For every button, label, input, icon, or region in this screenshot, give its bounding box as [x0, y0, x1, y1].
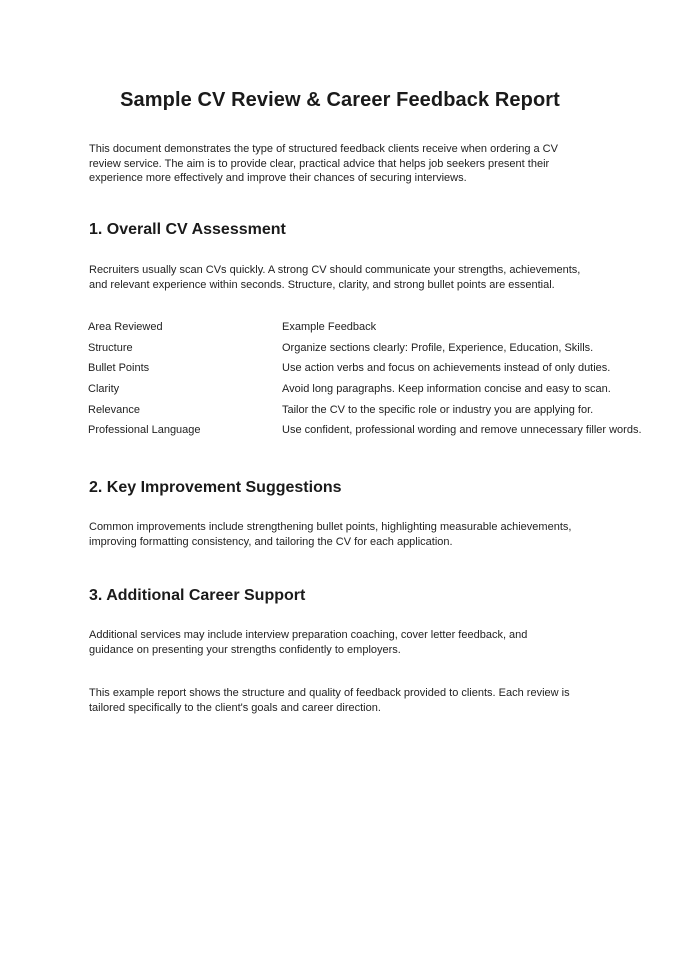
table-cell-feedback: Use confident, professional wording and remove unnecessary filler words.	[282, 424, 642, 437]
table-cell-area: Relevance	[88, 403, 140, 416]
table-cell-feedback: Organize sections clearly: Profile, Experience, Education, Skills.	[282, 341, 594, 354]
column-header-area: Area Reviewed	[88, 321, 163, 333]
section-heading-assessment: 1. Overall CV Assessment	[89, 221, 286, 238]
table-cell-feedback: Tailor the CV to the specific role or industry you are applying for.	[282, 403, 594, 416]
table-cell-area: Clarity	[88, 383, 120, 396]
table-cell-feedback: Use action verbs and focus on achievements instead of only duties.	[282, 362, 611, 375]
table-cell-feedback: Avoid long paragraphs. Keep information concise and easy to scan.	[282, 383, 611, 396]
section-heading-improvements: 2. Key Improvement Suggestions	[89, 479, 342, 496]
closing-paragraph: This example report shows the structure and quality of feedback provided to clients. Each review is tailored specifically to the client's goals and career direction.	[89, 687, 570, 714]
support-paragraph: Additional services may include interview preparation coaching, cover letter feedback, and guidance on presenting your strengths confidently to employers.	[89, 629, 528, 656]
assessment-paragraph: Recruiters usually scan CVs quickly. A strong CV should communicate your strengths, achievements, and relevant experience within seconds. Structure, clarity, and strong bullet points are essential.	[89, 264, 581, 291]
table-cell-area: Structure	[88, 341, 133, 354]
intro-paragraph: This document demonstrates the type of structured feedback clients receive when ordering a CV review service. The aim is to provide clear, practical advice that helps job seekers present their experience more effectively and improve their chances of securing interviews.	[89, 143, 558, 185]
table-cell-area: Professional Language	[88, 424, 201, 437]
section-heading-support: 3. Additional Career Support	[89, 587, 306, 604]
page-title: Sample CV Review & Career Feedback Report	[120, 89, 560, 111]
improvements-paragraph: Common improvements include strengthening bullet points, highlighting measurable achievements, improving formatting consistency, and tailoring the CV for each application.	[89, 521, 572, 548]
table-cell-area: Bullet Points	[88, 362, 150, 375]
column-header-feedback: Example Feedback	[282, 321, 377, 333]
